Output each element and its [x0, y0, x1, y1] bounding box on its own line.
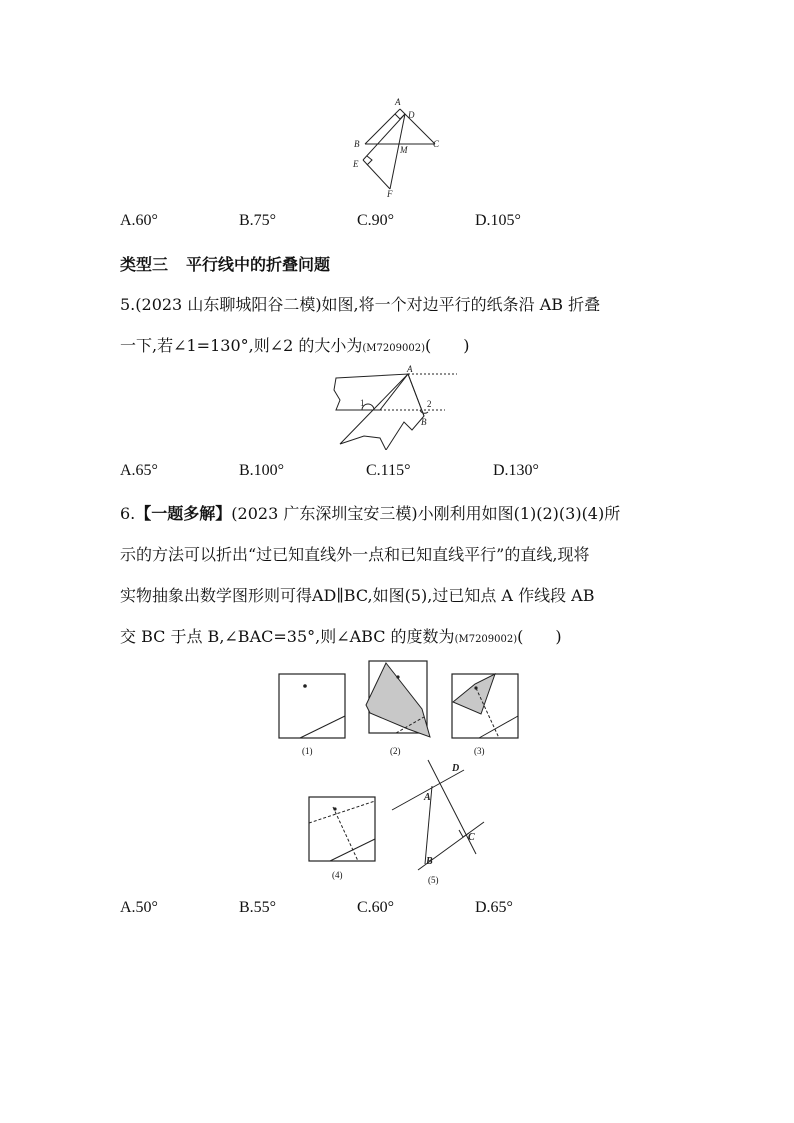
- section-label: 类型三: [120, 255, 169, 274]
- q4-label-d: D: [408, 110, 415, 120]
- section-title: 平行线中的折叠问题: [186, 255, 331, 274]
- q4-right-angle-e: [367, 156, 372, 165]
- q4-label-e: E: [353, 159, 359, 169]
- q6-line4: [120, 617, 562, 660]
- q6-paren: ( ): [517, 627, 562, 646]
- q6-figure-4: [306, 795, 378, 863]
- q6-line3: 实物抽象出数学图形则可得AD∥BC,如图(5),过已知点 A 作线段 AB: [120, 586, 595, 605]
- q4-option-b: B.75°: [239, 212, 277, 229]
- q5-option-d: D.130°: [493, 462, 539, 479]
- q6-tag: 【一题多解】: [135, 504, 232, 523]
- q4-right-angle-a: [395, 114, 405, 119]
- q4-option-a: A.60°: [120, 212, 158, 229]
- q6-number: 6.: [120, 504, 136, 523]
- q6-fig1-line: [300, 716, 345, 738]
- q6-fig5-label-c: C: [468, 832, 475, 843]
- q4-line-de: [363, 114, 405, 160]
- q4-option-d: D.105°: [475, 212, 521, 229]
- q6-line4-text: 交 BC 于点 B,∠BAC=35°,则∠ABC 的度数为: [120, 627, 455, 646]
- q4-label-b: B: [354, 139, 360, 149]
- q5-label-1: 1: [360, 398, 365, 408]
- q6-fig5-label-a: A: [424, 792, 431, 803]
- q6-line1-rest: (2023 广东深圳宝安三模)小刚利用如图(1)(2)(3)(4)所: [231, 504, 621, 523]
- q5-line2: [120, 326, 469, 369]
- q6-option-d: D.65°: [475, 899, 513, 916]
- q5-label-b: B: [421, 417, 427, 427]
- q5-label-2: 2: [427, 399, 432, 409]
- q6-fig1-point: [303, 684, 307, 688]
- q6-code: (M7209002): [454, 634, 518, 645]
- q6-option-b: B.55°: [239, 899, 277, 916]
- q4-label-c: C: [433, 139, 440, 149]
- q6-figure-3: [449, 672, 521, 740]
- q6-caption-4: (4): [332, 870, 343, 880]
- q5-figure: [330, 364, 460, 450]
- q5-strip-folded: [340, 374, 424, 450]
- q6-line2: 示的方法可以折出“过已知直线外一点和已知直线平行”的直线,现将: [120, 545, 590, 564]
- q6-fig3-folded-flap: [453, 674, 495, 714]
- q6-fig5-label-b: B: [426, 856, 433, 867]
- q6-line1: [120, 494, 620, 534]
- q5-option-a: A.65°: [120, 462, 158, 479]
- q6-caption-2: (2): [390, 746, 401, 756]
- q6-figure-2: [362, 659, 438, 741]
- q6-option-a: A.50°: [120, 899, 158, 916]
- q6-fig5-label-d: D: [452, 763, 460, 774]
- q6-fig5-line-ad: [392, 770, 464, 810]
- q4-label-m: M: [400, 145, 408, 155]
- q6-option-c: C.60°: [357, 899, 395, 916]
- q6-figure-1: [276, 672, 348, 740]
- q6-fig2-folded-flap: [366, 663, 430, 737]
- q5-option-b: B.100°: [239, 462, 285, 479]
- q5-code: (M7209002): [362, 343, 425, 354]
- q6-caption-5: (5): [428, 875, 439, 885]
- q5-line1: 5.(2023 山东聊城阳谷二模)如图,将一个对边平行的纸条沿 AB 折叠: [120, 295, 601, 314]
- q5-label-a: A: [407, 364, 413, 374]
- q6-figure-5: [388, 758, 488, 874]
- q6-caption-1: (1): [302, 746, 313, 756]
- section-heading: [120, 252, 330, 275]
- q6-caption-3: (3): [474, 746, 485, 756]
- q5-option-c: C.115°: [366, 462, 411, 479]
- q4-label-f: F: [387, 189, 393, 199]
- q5-line2-text: 一下,若∠1=130°,则∠2 的大小为: [120, 336, 363, 355]
- q4-option-c: C.90°: [357, 212, 395, 229]
- q5-paren: ( ): [424, 336, 470, 355]
- q4-label-a: A: [395, 97, 401, 107]
- q4-figure: [348, 95, 448, 201]
